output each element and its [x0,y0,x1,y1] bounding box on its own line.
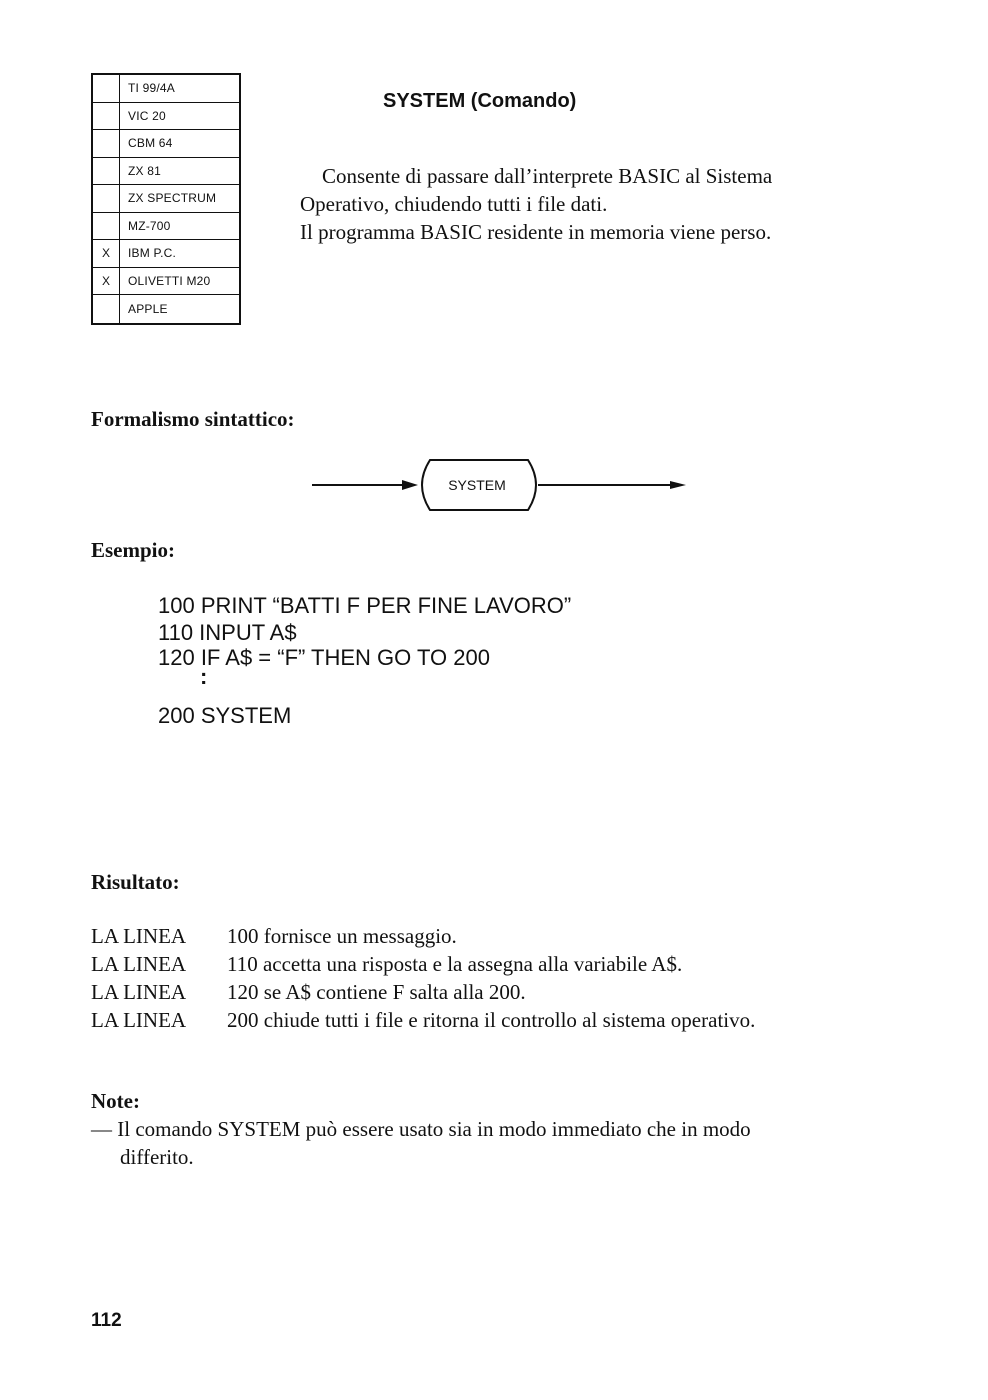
description-line: Il programma BASIC residente in memoria viene perso. [300,220,772,244]
compat-mark: X [93,268,120,295]
result-line [91,1008,755,1033]
compat-name: ZX SPECTRUM [128,191,217,206]
result-text: 120 se A$ contiene F salta alla 200. [227,980,526,1004]
result-label: LA LINEA [91,924,187,948]
result-line [91,924,457,949]
compat-row [93,103,239,131]
code-line: 110 INPUT A$ [158,620,297,645]
note-line: differito. [120,1145,194,1169]
compat-mark [93,295,120,323]
compat-row [93,295,239,323]
result-label: LA LINEA [91,1008,187,1032]
description-line: Consente di passare dall’interprete BASIC al Sistema [322,164,773,188]
result-text: 110 accetta una risposta e la assegna alla variabile A$. [227,952,683,976]
compat-name: IBM P.C. [128,246,177,261]
command-title: SYSTEM (Comando) [383,90,577,112]
syntax-heading: Formalismo sintattico: [91,407,295,431]
code-line: 200 SYSTEM [158,703,292,728]
compat-row [93,158,239,186]
compat-name: OLIVETTI M20 [128,273,211,288]
result-line [91,980,526,1005]
result-line [91,952,682,977]
example-heading: Esempio: [91,538,175,562]
arrow-in-icon [402,480,418,490]
page-number: 112 [91,1310,122,1331]
compat-name: TI 99/4A [128,81,175,96]
result-text: 200 chiude tutti i file e ritorna il controllo al sistema operativo. [227,1008,756,1032]
compat-mark [93,75,120,102]
code-line: 120 IF A$ = “F” THEN GO TO 200 [158,645,490,670]
compat-name: MZ-700 [128,218,171,233]
result-heading: Risultato: [91,870,180,894]
compat-name: VIC 20 [128,108,166,123]
code-line: 100 PRINT “BATTI F PER FINE LAVORO” [158,593,572,618]
compat-mark [93,213,120,240]
compat-mark: X [93,240,120,267]
arrow-out-icon [670,481,686,489]
compat-row [93,130,239,158]
result-text: 100 fornisce un messaggio. [227,924,457,948]
compat-row [93,240,239,268]
notes-heading: Note: [91,1089,140,1113]
compat-name: APPLE [128,301,168,316]
compat-mark [93,103,120,130]
compat-mark [93,158,120,185]
result-label: LA LINEA [91,952,187,976]
compat-row [93,213,239,241]
compat-name: CBM 64 [128,136,173,151]
code-ellipsis: : [200,664,208,689]
compat-mark [93,130,120,157]
compat-mark [93,185,120,212]
compat-name: ZX 81 [128,163,162,178]
syntax-keyword: SYSTEM [448,477,506,493]
result-label: LA LINEA [91,980,187,1004]
syntax-diagram [300,450,700,520]
compatibility-table [91,73,241,325]
note-line: — Il comando SYSTEM può essere usato sia in modo immediato che in modo [91,1117,751,1141]
compat-row [93,185,239,213]
compat-row [93,75,239,103]
compat-row [93,268,239,296]
description-line: Operativo, chiudendo tutti i file dati. [300,192,608,216]
